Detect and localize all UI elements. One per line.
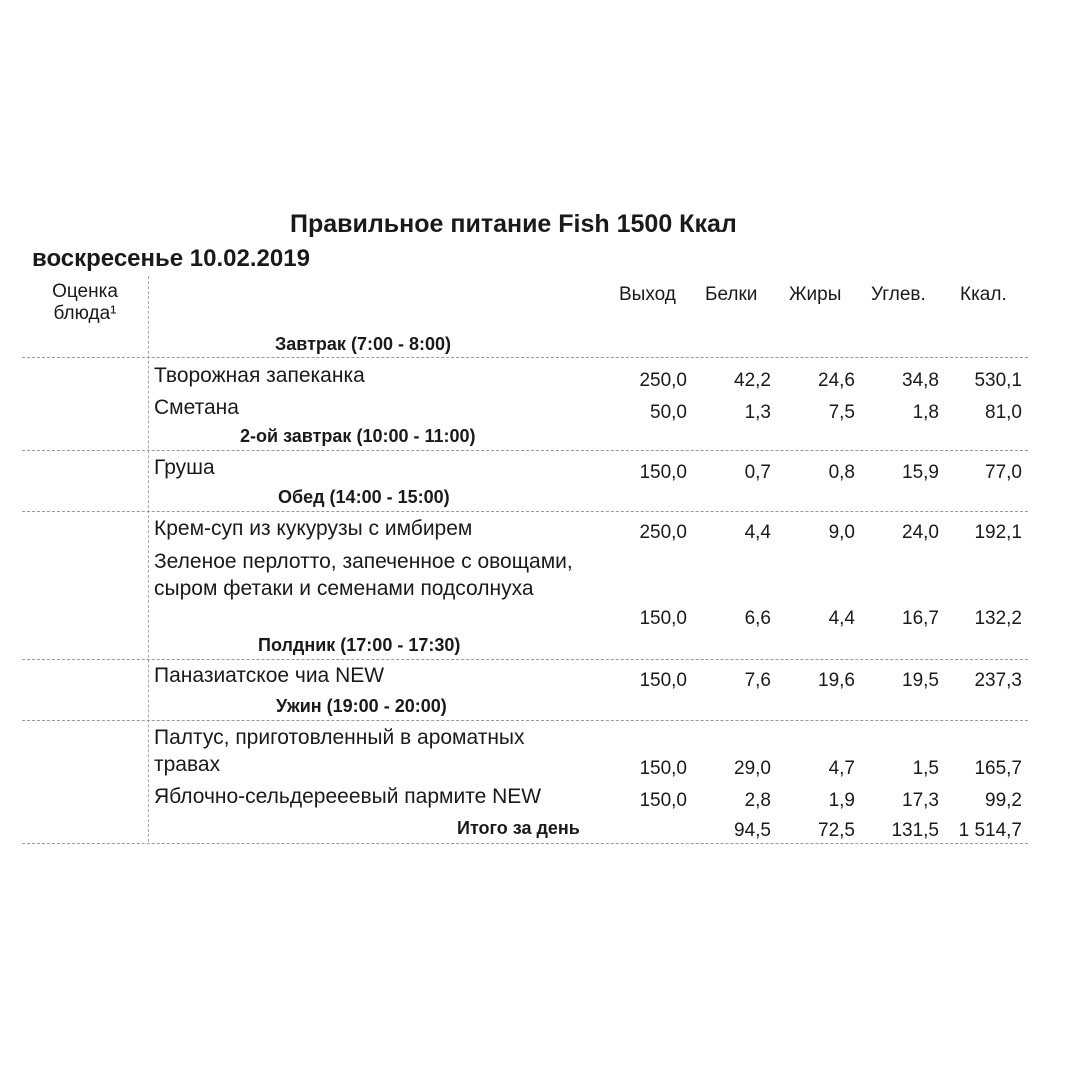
dish-weight: 150,0	[639, 462, 687, 483]
dish-carbs: 34,8	[902, 370, 939, 391]
dish-weight: 150,0	[639, 758, 687, 779]
table-bottom-border	[22, 843, 1028, 844]
column-header-carbs: Углев.	[871, 284, 926, 305]
section-divider	[22, 450, 1028, 451]
total-label: Итого за день	[457, 818, 580, 838]
dish-name: Творожная запеканка	[154, 364, 365, 387]
dish-carbs: 17,3	[902, 790, 939, 811]
section-divider	[22, 357, 1028, 358]
total-fat: 72,5	[818, 820, 855, 841]
dish-weight: 50,0	[650, 402, 687, 423]
section-divider	[22, 720, 1028, 721]
dish-fat: 19,6	[818, 670, 855, 691]
dish-kcal: 77,0	[985, 462, 1022, 483]
dish-name: Груша	[154, 456, 215, 479]
column-header-protein: Белки	[705, 284, 758, 305]
dish-fat: 1,9	[828, 790, 855, 811]
column-header-fat: Жиры	[789, 284, 842, 305]
dish-protein: 2,8	[744, 790, 771, 811]
dish-fat: 24,6	[818, 370, 855, 391]
section-divider	[22, 511, 1028, 512]
dish-carbs: 19,5	[902, 670, 939, 691]
total-kcal: 1 514,7	[958, 820, 1022, 841]
dish-name: Сметана	[154, 396, 239, 419]
dish-protein: 6,6	[744, 608, 771, 629]
dish-carbs: 1,8	[912, 402, 939, 423]
section-divider	[22, 659, 1028, 660]
dish-protein: 42,2	[734, 370, 771, 391]
dish-weight: 150,0	[639, 608, 687, 629]
meal-section-second-breakfast: 2-ой завтрак (10:00 - 11:00)	[240, 426, 476, 446]
meal-section-snack: Полдник (17:00 - 17:30)	[258, 635, 461, 655]
page-title: Правильное питание Fish 1500 Ккал	[290, 210, 737, 238]
dish-fat: 4,7	[828, 758, 855, 779]
dish-kcal: 237,3	[974, 670, 1022, 691]
column-header-kcal: Ккал.	[960, 284, 1007, 305]
dish-carbs: 16,7	[902, 608, 939, 629]
rating-column-header: Оценка блюда¹	[52, 281, 118, 324]
dish-fat: 0,8	[828, 462, 855, 483]
dish-name: Паназиатское чиа NEW	[154, 664, 385, 687]
dish-fat: 7,5	[828, 402, 855, 423]
dish-kcal: 165,7	[974, 758, 1022, 779]
dish-kcal: 132,2	[974, 608, 1022, 629]
dish-kcal: 99,2	[985, 790, 1022, 811]
dish-protein: 0,7	[744, 462, 771, 483]
dish-protein: 29,0	[734, 758, 771, 779]
total-protein: 94,5	[734, 820, 771, 841]
dish-weight: 250,0	[639, 522, 687, 543]
dish-weight: 250,0	[639, 370, 687, 391]
dish-kcal: 81,0	[985, 402, 1022, 423]
meal-section-lunch: Обед (14:00 - 15:00)	[278, 487, 450, 507]
dish-fat: 4,4	[828, 608, 855, 629]
dish-fat: 9,0	[828, 522, 855, 543]
dish-protein: 4,4	[744, 522, 771, 543]
column-header-weight: Выход	[619, 284, 676, 305]
dish-carbs: 24,0	[902, 522, 939, 543]
meal-section-dinner: Ужин (19:00 - 20:00)	[276, 696, 447, 716]
dish-name: Палтус, приготовленный в ароматных травах	[154, 726, 525, 776]
dish-weight: 150,0	[639, 670, 687, 691]
dish-protein: 7,6	[744, 670, 771, 691]
dish-name: Крем-суп из кукурузы с имбирем	[154, 517, 473, 540]
meal-section-breakfast: Завтрак (7:00 - 8:00)	[275, 334, 451, 354]
dish-carbs: 1,5	[912, 758, 939, 779]
dish-kcal: 192,1	[974, 522, 1022, 543]
dish-carbs: 15,9	[902, 462, 939, 483]
menu-date: воскресенье 10.02.2019	[32, 245, 310, 272]
dish-name: Зеленое перлотто, запеченное с овощами, сыром фетаки и семенами подсолнуха	[154, 550, 573, 600]
dish-name: Яблочно-сельдерееевый пармите NEW	[154, 785, 542, 808]
total-carbs: 131,5	[891, 820, 939, 841]
column-divider	[148, 276, 149, 842]
dish-protein: 1,3	[744, 402, 771, 423]
dish-weight: 150,0	[639, 790, 687, 811]
dish-kcal: 530,1	[974, 370, 1022, 391]
